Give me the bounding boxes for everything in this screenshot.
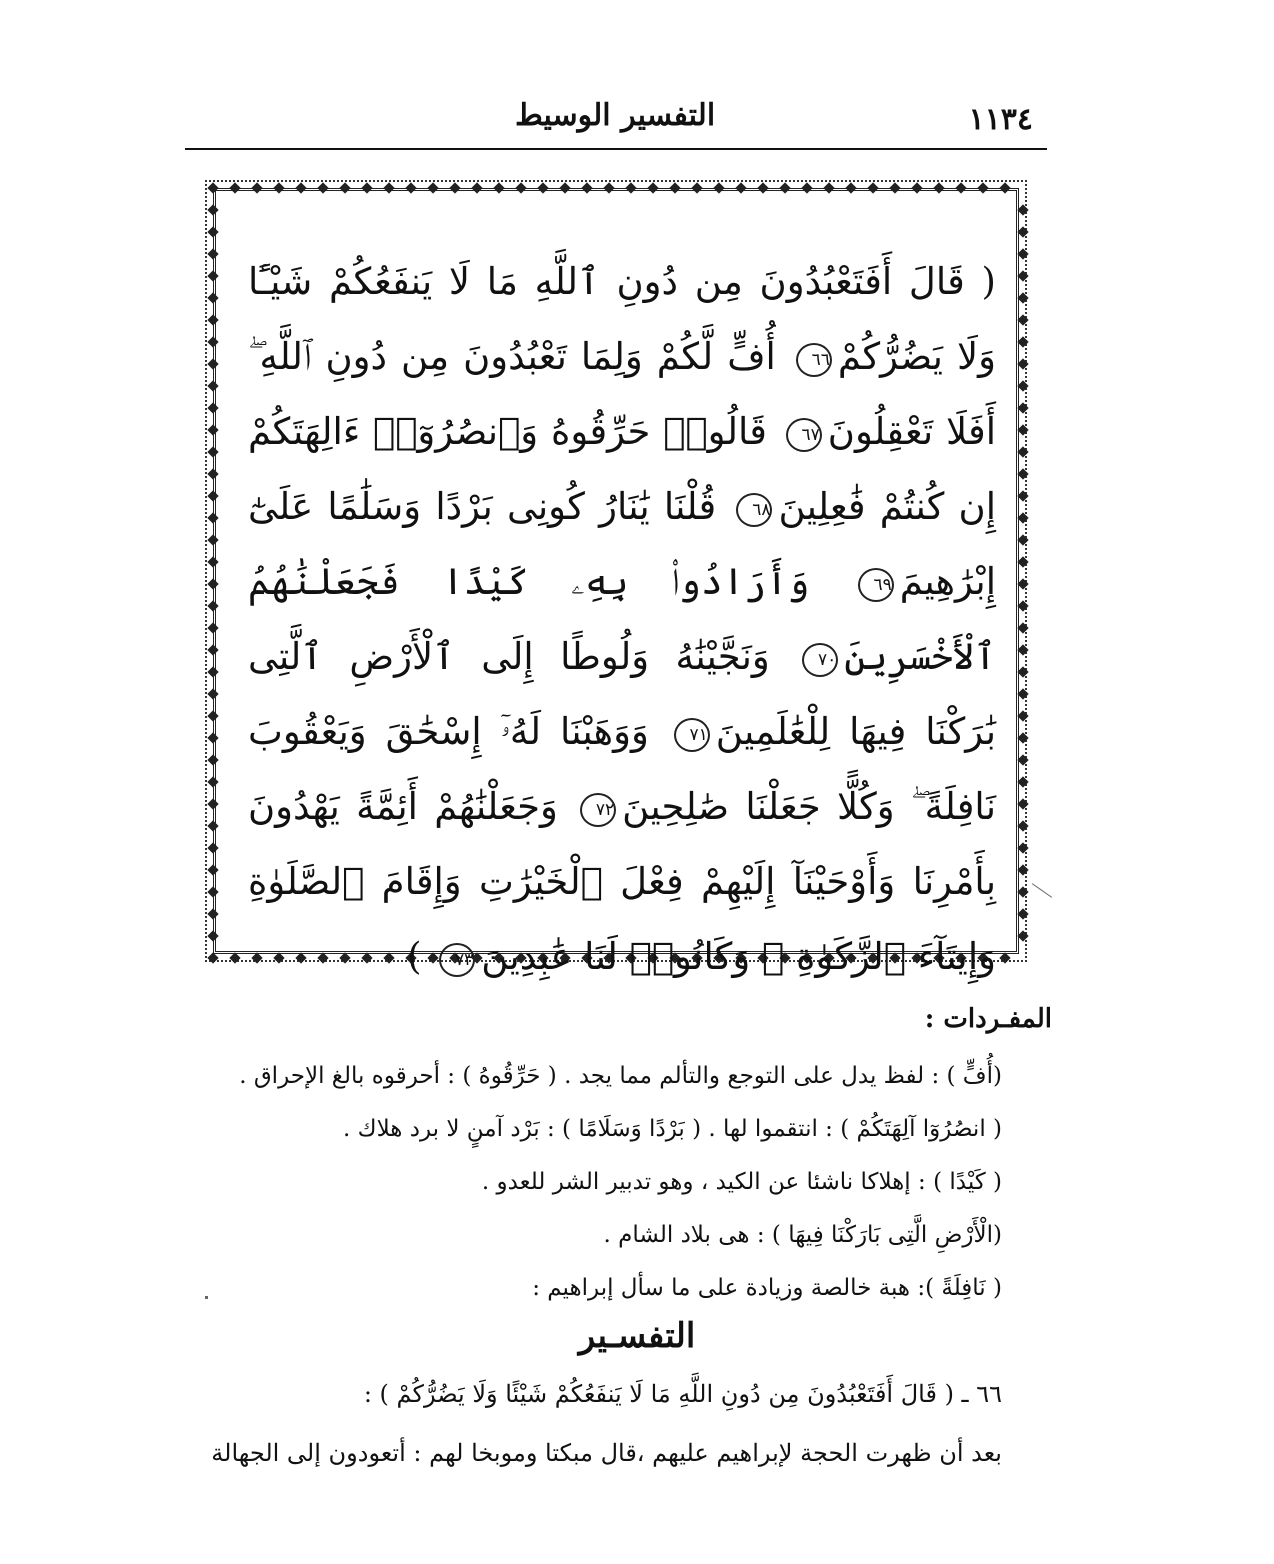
- verse-text: ( قَالَ أَفَتَعْبُدُونَ مِن دُونِ ٱللَّهِ مَا لَا يَنفَعُكُمْ شَيْـًٔا وَلَا يَضُرُّكُمْ: [248, 260, 996, 378]
- verse-text: وَجَعَلْنَٰهُمْ أَئِمَّةً يَهْدُونَ بِأَمْرِنَا وَأَوْحَيْنَآ إِلَيْهِمْ فِعْلَ ٱلْخَيْرَٰتِ وَإِقَامَ ٱلصَّلَوٰةِ وَإِيتَآءَ ٱلزَّكَوٰةِ ۖ وَكَانُوا۟ لَنَا عَٰبِدِينَ: [248, 785, 996, 978]
- verse-reference: ٦٦ ـ ( قَالَ أَفَتَعْبُدُونَ مِن دُونِ اللَّهِ مَا لَا يَنفَعُكُمْ شَيْئًا وَلَا يَضُرُّكُمْ ) :: [363, 1380, 1002, 1408]
- ayah-number-marker: ٦٦: [796, 343, 832, 377]
- ayah-number-marker: ٧٣: [439, 943, 475, 977]
- verse-text: وَوَهَبْنَا لَهُۥٓ إِسْحَٰقَ وَيَعْقُوبَ نَافِلَةً ۖ وَكُلًّا جَعَلْنَا صَٰلِحِينَ: [248, 710, 996, 828]
- vocabulary-list: [190, 1050, 1002, 1315]
- vocabulary-heading: المفـردات :: [924, 1004, 1052, 1034]
- ayah-number-marker: ٦٧: [786, 418, 822, 452]
- page-number: ١١٣٤: [968, 102, 1033, 137]
- ayah-number-marker: ٧٠: [802, 643, 838, 677]
- verse-text: أُفٍّ لَّكُمْ وَلِمَا تَعْبُدُونَ مِن دُونِ ٱللَّهِ ۖ أَفَلَا تَعْقِلُونَ: [248, 335, 996, 453]
- vocabulary-item: ( نَافِلَةً ): هبة خالصة وزيادة على ما سأل إبراهيم :: [532, 1275, 1002, 1301]
- quran-verses: [248, 244, 996, 994]
- tafsir-heading: التفسـير: [578, 1316, 696, 1356]
- ayah-number-marker: ٦٨: [736, 493, 772, 527]
- page-header: [185, 96, 1047, 150]
- verse-text: قُلْنَا يَٰنَارُ كُونِى بَرْدًا وَسَلَٰمًا عَلَىٰٓ إِبْرَٰهِيمَ: [248, 485, 996, 603]
- scan-mark: [205, 1296, 208, 1299]
- verses-close-paren: ): [407, 935, 422, 978]
- vocabulary-item: (أُفٍّ ) : لفظ يدل على التوجع والتألم مما يجد . ( حَرِّقُوهُ ) : أحرقوه بالغ الإحراق .: [239, 1063, 1002, 1089]
- ayah-number-marker: ٧١: [674, 718, 710, 752]
- vocabulary-item: (الْأَرْضِ الَّتِى بَارَكْنَا فِيهَا ) : هى بلاد الشام .: [603, 1222, 1002, 1248]
- scan-mark: [1032, 883, 1052, 898]
- running-title: التفسير الوسيط: [515, 98, 716, 133]
- commentary-paragraph: بعد أن ظهرت الحجة لإبراهيم عليهم ،قال مبكتا وموبخا لهم : أتعودون إلى الجهالة: [211, 1439, 1002, 1467]
- vocabulary-item: ( كَيْدًا ) : إهلاكا ناشئا عن الكيد ، وهو تدبير الشر للعدو .: [481, 1169, 1002, 1195]
- verse-text: وَأَرَادُوا۟ بِهِۦ كَيْدًا فَجَعَلْنَٰهُمُ ٱلْأَخْسَرِينَ: [248, 560, 996, 678]
- verse-text: قَالُوا۟ حَرِّقُوهُ وَٱنصُرُوٓا۟ ءَالِهَتَكُمْ إِن كُنتُمْ فَٰعِلِينَ: [248, 410, 996, 528]
- ayah-number-marker: ٧٢: [580, 793, 616, 827]
- verse-text: وَنَجَّيْنَٰهُ وَلُوطًا إِلَى ٱلْأَرْضِ ٱلَّتِى بَٰرَكْنَا فِيهَا لِلْعَٰلَمِينَ: [248, 635, 996, 753]
- header-rule: [185, 148, 1047, 150]
- vocabulary-item: ( انصُرُوٓا آلِهَتَكُمْ ) : انتقموا لها . ( بَرْدًا وَسَلَامًا ) : بَرْد آمنٍ لا برد هلاك .: [342, 1116, 1002, 1142]
- ayah-number-marker: ٦٩: [858, 568, 894, 602]
